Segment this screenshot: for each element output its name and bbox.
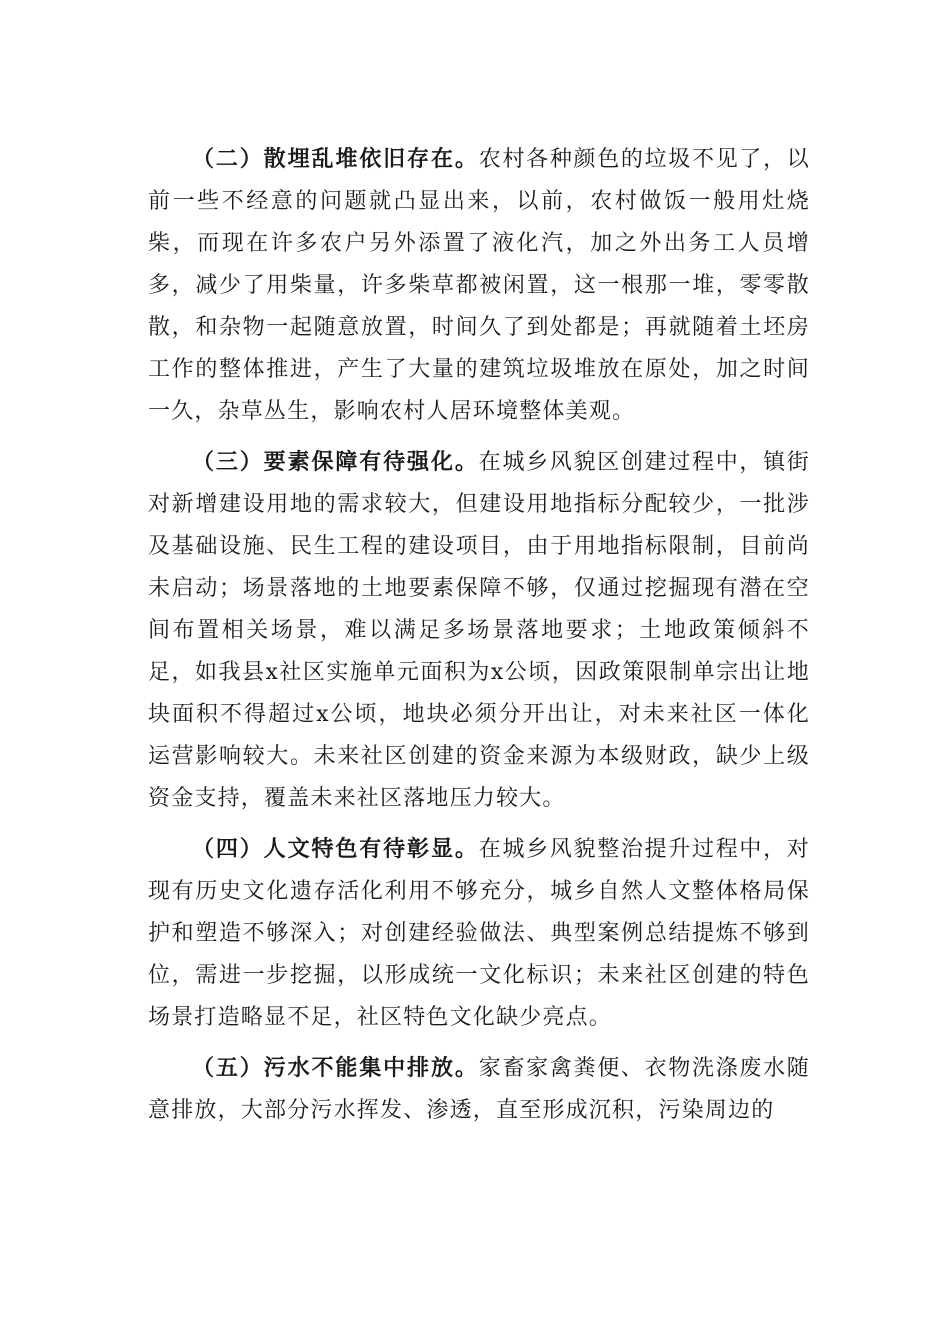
paragraph-5 bbox=[148, 1047, 810, 1132]
paragraph-text: 在城乡风貌区创建过程中，镇街对新增建设用地的需求较大，但建设用地指标分配较少，一批涉及基础设施、民生工程的建设项目，由于用地指标限制，目前尚未启动；场景落地的土地要素保障不够，仅通过挖掘现有潜在空间布置相关场景，难以满足多场景落地要求；土地政策倾斜不足，如我县x社区实施单元面积为x公顷，因政策限制单宗出让地块面积不得超过x公顷，地块必须分开出让，对未来社区一体化运营影响较大。未来社区创建的资金来源为本级财政，缺少上级资金支持，覆盖未来社区落地压力较大。 bbox=[148, 450, 810, 811]
paragraph-heading: （四）人文特色有待彰显。 bbox=[192, 836, 479, 862]
paragraph-4 bbox=[148, 828, 810, 1039]
paragraph-2 bbox=[148, 138, 810, 433]
paragraph-text: 家畜家禽粪便、衣物洗涤废水随意排放，大部分污水挥发、渗透，直至形成沉积，污染周边的 bbox=[148, 1056, 810, 1123]
paragraph-text: 在城乡风貌整治提升过程中，对现有历史文化遗存活化利用不够充分，城乡自然人文整体格局保护和塑造不够深入；对创建经验做法、典型案例总结提炼不够到位，需进一步挖掘，以形成统一文化标识；未来社区创建的特色场景打造略显不足，社区特色文化缺少亮点。 bbox=[148, 837, 810, 1030]
paragraph-heading: （二）散埋乱堆依旧存在。 bbox=[192, 146, 479, 172]
paragraph-3 bbox=[148, 441, 810, 820]
paragraph-heading: （三）要素保障有待强化。 bbox=[192, 449, 479, 475]
paragraph-heading: （五）污水不能集中排放。 bbox=[192, 1055, 479, 1081]
paragraph-text: 农村各种颜色的垃圾不见了，以前一些不经意的问题就凸显出来，以前，农村做饭一般用灶烧柴，而现在许多农户另外添置了液化汽，加之外出务工人员增多，减少了用柴量，许多柴草都被闲置，这一根那一堆，零零散散，和杂物一起随意放置，时间久了到处都是；再就随着土坯房工作的整体推进，产生了大量的建筑垃圾堆放在原处，加之时间一久，杂草丛生，影响农村人居环境整体美观。 bbox=[148, 147, 810, 424]
document-body bbox=[148, 138, 810, 1140]
